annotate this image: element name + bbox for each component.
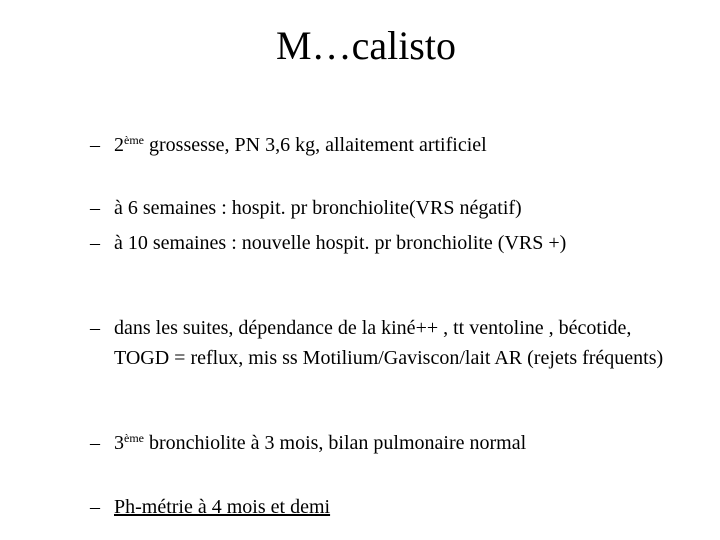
bullet-text: à 6 semaines : hospit. pr bronchiolite(VRS négatif) (114, 197, 522, 219)
bullet-dash: – (90, 432, 100, 454)
ordinal-suffix: ème (124, 431, 144, 445)
bullet-text (114, 130, 670, 160)
bullet-dash: – (90, 134, 100, 156)
bullet-dash: – (90, 232, 100, 254)
bullet-text: à 10 semaines : nouvelle hospit. pr bronchiolite (VRS +) (114, 232, 567, 254)
bullet-rest: grossesse, PN 3,6 kg, allaitement artificiel (144, 134, 487, 156)
bullet-third-bronchiolitis (90, 428, 670, 458)
bullet-dash: – (90, 317, 100, 339)
bullet-10-weeks (90, 228, 670, 258)
bullet-text (114, 428, 670, 458)
ordinal-number: 3 (114, 432, 124, 454)
ordinal-number: 2 (114, 134, 124, 156)
slide-title: M…calisto (276, 23, 456, 68)
ordinal-suffix: ème (124, 133, 144, 147)
bullet-follow-up (90, 313, 670, 373)
bullet-text: dans les suites, dépendance de la kiné++ , tt ventoline , bécotide, TOGD = reflux, mis ss Motilium/Gaviscon/lait AR (rejets fréquents) (114, 317, 664, 369)
ph-metry-link[interactable]: Ph-métrie à 4 mois et demi (114, 496, 331, 518)
bullet-ph-metry (90, 492, 670, 522)
bullet-pregnancy (90, 130, 670, 160)
bullet-6-weeks (90, 193, 670, 223)
bullet-rest: bronchiolite à 3 mois, bilan pulmonaire normal (144, 432, 527, 454)
bullet-dash: – (90, 496, 100, 518)
bullet-dash: – (90, 197, 100, 219)
